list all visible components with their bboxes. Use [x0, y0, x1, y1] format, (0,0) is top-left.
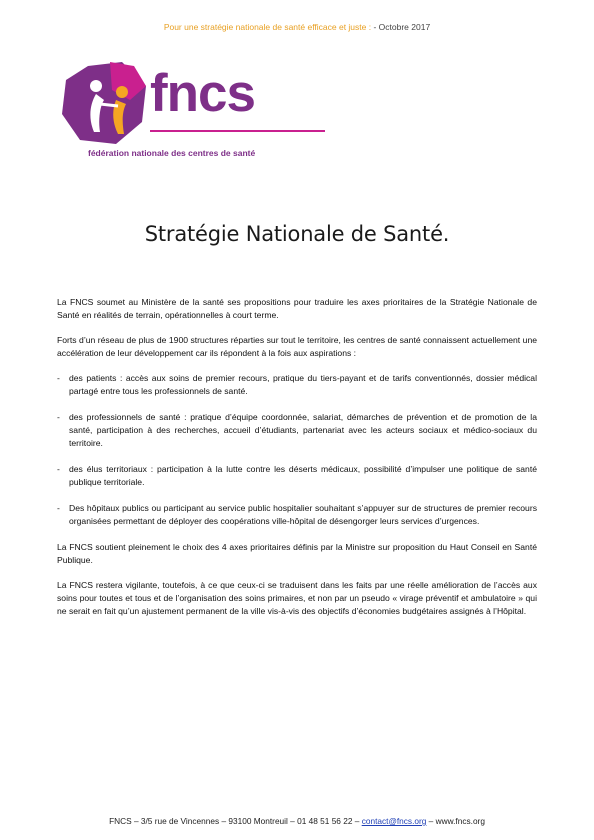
- list-item: [57, 463, 537, 489]
- logo-tagline: fédération nationale des centres de santé: [88, 148, 256, 158]
- vigilance-paragraph: La FNCS restera vigilante, toutefois, à ce que ceux-ci se traduisent dans les faits par une réelle amélioration de l’accès aux soins pour toutes et tous et de l’organisation des soins primaires, et non par un pseudo « virage préventif et ambulatoire » qui ne serait en fait qu’un ajustement permanent de la ville vis-à-vis des objectifs d’économies budgétaires assignés à l’Hôpital.: [57, 580, 537, 616]
- footer-email-link[interactable]: contact@fncs.org: [361, 816, 427, 826]
- header-tagline: Pour une stratégie nationale de santé efficace et juste :: [163, 22, 374, 32]
- bullet-marker: -: [57, 503, 60, 513]
- aspirations-list: [57, 372, 537, 528]
- support-paragraph: La FNCS soutient pleinement le choix des 4 axes prioritaires définis par la Ministre sur proposition du Haut Conseil en Santé Publique.: [57, 542, 537, 565]
- page-title: Stratégie Nationale de Santé.: [144, 222, 450, 246]
- logo-emblem-icon: [60, 60, 150, 150]
- logo-underline: [150, 130, 325, 132]
- footer-address: FNCS – 3/5 rue de Vincennes – 93100 Montreuil – 01 48 51 56 22 –: [109, 816, 362, 826]
- list-item: [57, 372, 537, 398]
- list-item: [57, 411, 537, 450]
- page-footer: [0, 816, 594, 826]
- list-item-text: Des hôpitaux publics ou participant au service public hospitalier souhaitant s’appuyer sur de structures de premier recours organisées permettant de déployer des coopérations ville-hôpital de désengorger leurs services d’urgences.: [69, 503, 537, 526]
- bullet-marker: -: [57, 464, 60, 474]
- list-item: [57, 502, 537, 528]
- header-date: - Octobre 2017: [373, 22, 431, 32]
- bullet-marker: -: [57, 373, 60, 383]
- fncs-logo: [60, 60, 300, 160]
- list-item-text: des professionnels de santé : pratique d’équipe coordonnée, salariat, démarches de prévention et de promotion de la santé, participation à des recherches, accueil d’étudiants, partenariat avec les acteurs sociaux et médico-sociaux du territoire.: [69, 412, 537, 448]
- intro-paragraph: La FNCS soumet au Ministère de la santé ses propositions pour traduire les axes prioritaires de la Stratégie Nationale de Santé en réalités de terrain, opérationnelles à court terme.: [57, 297, 537, 320]
- page-header: [0, 22, 594, 32]
- bullet-marker: -: [57, 412, 60, 422]
- list-item-text: des patients : accès aux soins de premier recours, pratique du tiers-payant et de tarifs conventionnés, dossier médical partagé entre tous les professionnels de santé.: [69, 373, 537, 396]
- document-body: [57, 296, 537, 630]
- list-item-text: des élus territoriaux : participation à la lutte contre les déserts médicaux, possibilité d’impulser une politique de santé publique territoriale.: [69, 464, 537, 487]
- network-paragraph: Forts d’un réseau de plus de 1900 structures réparties sur tout le territoire, les centres de santé connaissent actuellement une accélération de leur développement car ils répondent à la fois aux aspirations :: [57, 335, 537, 358]
- logo-wordmark: fncs: [150, 64, 255, 123]
- footer-website: – www.fncs.org: [426, 816, 485, 826]
